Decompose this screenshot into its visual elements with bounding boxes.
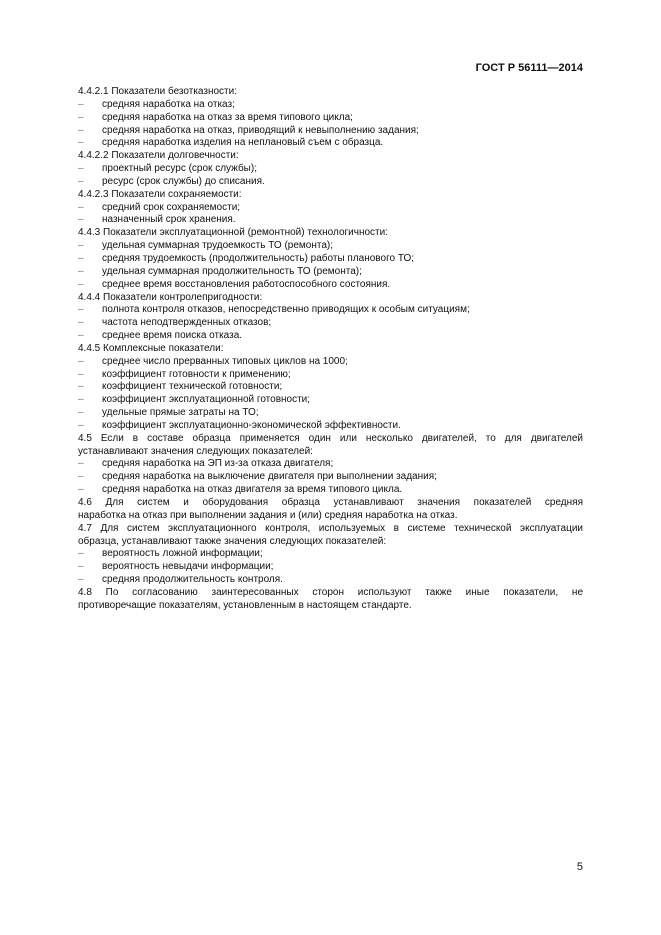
list-item [78,484,583,497]
list-item [78,369,583,382]
dash-bullet: – [78,111,84,123]
list-item [78,112,583,125]
paragraph-line: 4.8 По согласованию заинтересованных сторон используют также иные показатели, не [78,586,583,598]
list-item [78,240,583,253]
list-item [78,137,583,150]
list-item-text: частота неподтвержденных отказов; [102,317,272,329]
dash-bullet: – [78,484,84,496]
list-item [78,548,583,561]
list-item [78,304,583,317]
section-heading: 4.4.2.2 Показатели долговечности: [78,150,239,162]
list-item-text: средняя наработка на отказ; [102,98,235,110]
list-item-text: средняя наработка изделия на неплановый съем с образца. [102,137,384,149]
list-item-text: удельная суммарная трудоемкость ТО (ремонта); [102,240,334,252]
list-item-text: удельная суммарная продолжительность ТО (ремонта); [102,265,362,277]
list-item [78,176,583,189]
list-item [78,561,583,574]
dash-bullet: – [78,574,84,586]
paragraph-line: наработка на отказ при выполнении задания и (или) средняя наработка на отказ. [78,509,458,521]
list-item-text: удельные прямые затраты на ТО; [102,407,259,419]
list-item [78,202,583,215]
paragraph-line: устанавливают значения следующих показателей: [78,445,313,457]
list-item [78,125,583,138]
list-item-text: коэффициент эксплуатационно-экономической эффективности. [102,419,401,431]
list-item [78,253,583,266]
list-item [78,381,583,394]
list-item [78,279,583,292]
list-item-text: средняя наработка на отказ, приводящий к невыполнению задания; [102,124,419,136]
list-item-text: среднее время восстановления работоспособного состояния. [102,278,391,290]
paragraph-line: противоречащие показателям, установленным в настоящем стандарте. [78,599,412,611]
list-item-text: средняя трудоемкость (продолжительность) работы планового ТО; [102,252,415,264]
page-number: 5 [576,861,583,873]
dash-bullet: – [78,471,84,483]
list-item-text: средняя наработка на отказ двигателя за время типового цикла. [102,484,403,496]
dash-bullet: – [78,98,84,110]
list-item [78,471,583,484]
list-item [78,163,583,176]
list-item-text: ресурс (срок службы) до списания. [102,175,265,187]
list-item-text: среднее время поиска отказа. [102,330,243,342]
list-item [78,407,583,420]
list-item [78,420,583,433]
dash-bullet: – [78,317,84,329]
list-item-text: средняя наработка на ЭП из-за отказа двигателя; [102,458,334,470]
list-item [78,99,583,112]
section-heading: 4.4.3 Показатели эксплуатационной (ремонтной) технологичности: [78,227,389,239]
section-heading: 4.4.4 Показатели контролепригодности: [78,291,263,303]
list-item [78,574,583,587]
dash-bullet: – [78,137,84,149]
paragraph [78,587,583,613]
list-item-text: коэффициент эксплуатационной готовности; [102,394,311,406]
dash-bullet: – [78,278,84,290]
paragraph [78,497,583,523]
dash-bullet: – [78,394,84,406]
dash-bullet: – [78,252,84,264]
document-body [78,86,583,613]
section-heading: 4.4.2.3 Показатели сохраняемости: [78,188,242,200]
paragraph-line: 4.7 Для систем эксплуатационного контроля, используемых в системе технической эксплуатации [78,522,583,534]
list-item-text: среднее число прерванных типовых циклов на 1000; [102,355,348,367]
list-item-text: полнота контроля отказов, непосредственно приводящих к особым ситуациям; [102,304,470,316]
list-item-text: средний срок сохраняемости; [102,201,241,213]
paragraph [78,433,583,459]
dash-bullet: – [78,407,84,419]
list-item [78,330,583,343]
list-item [78,394,583,407]
list-item [78,458,583,471]
paragraph-line: образца, устанавливают также значения следующих показателей: [78,535,387,547]
dash-bullet: – [78,458,84,470]
dash-bullet: – [78,355,84,367]
dash-bullet: – [78,548,84,560]
list-item-text: средняя наработка на выключение двигателя при выполнении задания; [102,471,437,483]
list-item-text: проектный ресурс (срок службы); [102,163,257,175]
section-heading: 4.4.2.1 Показатели безотказности: [78,86,237,97]
list-item [78,356,583,369]
dash-bullet: – [78,163,84,175]
section-heading: 4.4.5 Комплексные показатели: [78,342,224,354]
list-item-text: назначенный срок хранения. [102,214,236,226]
list-item [78,317,583,330]
dash-bullet: – [78,124,84,136]
dash-bullet: – [78,304,84,316]
paragraph-line: 4.5 Если в составе образца применяется один или несколько двигателей, то для двигателей [78,432,583,444]
dash-bullet: – [78,330,84,342]
list-item [78,214,583,227]
list-item-text: коэффициент технической готовности; [102,381,283,393]
dash-bullet: – [78,201,84,213]
paragraph [78,523,583,549]
list-item [78,266,583,279]
dash-bullet: – [78,368,84,380]
list-item-text: средняя продолжительность контроля. [102,574,283,586]
dash-bullet: – [78,240,84,252]
dash-bullet: – [78,214,84,226]
paragraph-line: 4.6 Для систем и оборудования образца устанавливают значения показателей средняя [78,497,583,508]
list-item-text: вероятность ложной информации; [102,548,263,560]
dash-bullet: – [78,175,84,187]
dash-bullet: – [78,561,84,573]
list-item-text: вероятность невыдачи информации; [102,561,274,573]
dash-bullet: – [78,419,84,431]
dash-bullet: – [78,381,84,393]
document-header-id: ГОСТ Р 56111—2014 [475,62,583,74]
list-item-text: средняя наработка на отказ за время типового цикла; [102,111,353,123]
dash-bullet: – [78,265,84,277]
list-item-text: коэффициент готовности к применению; [102,368,291,380]
